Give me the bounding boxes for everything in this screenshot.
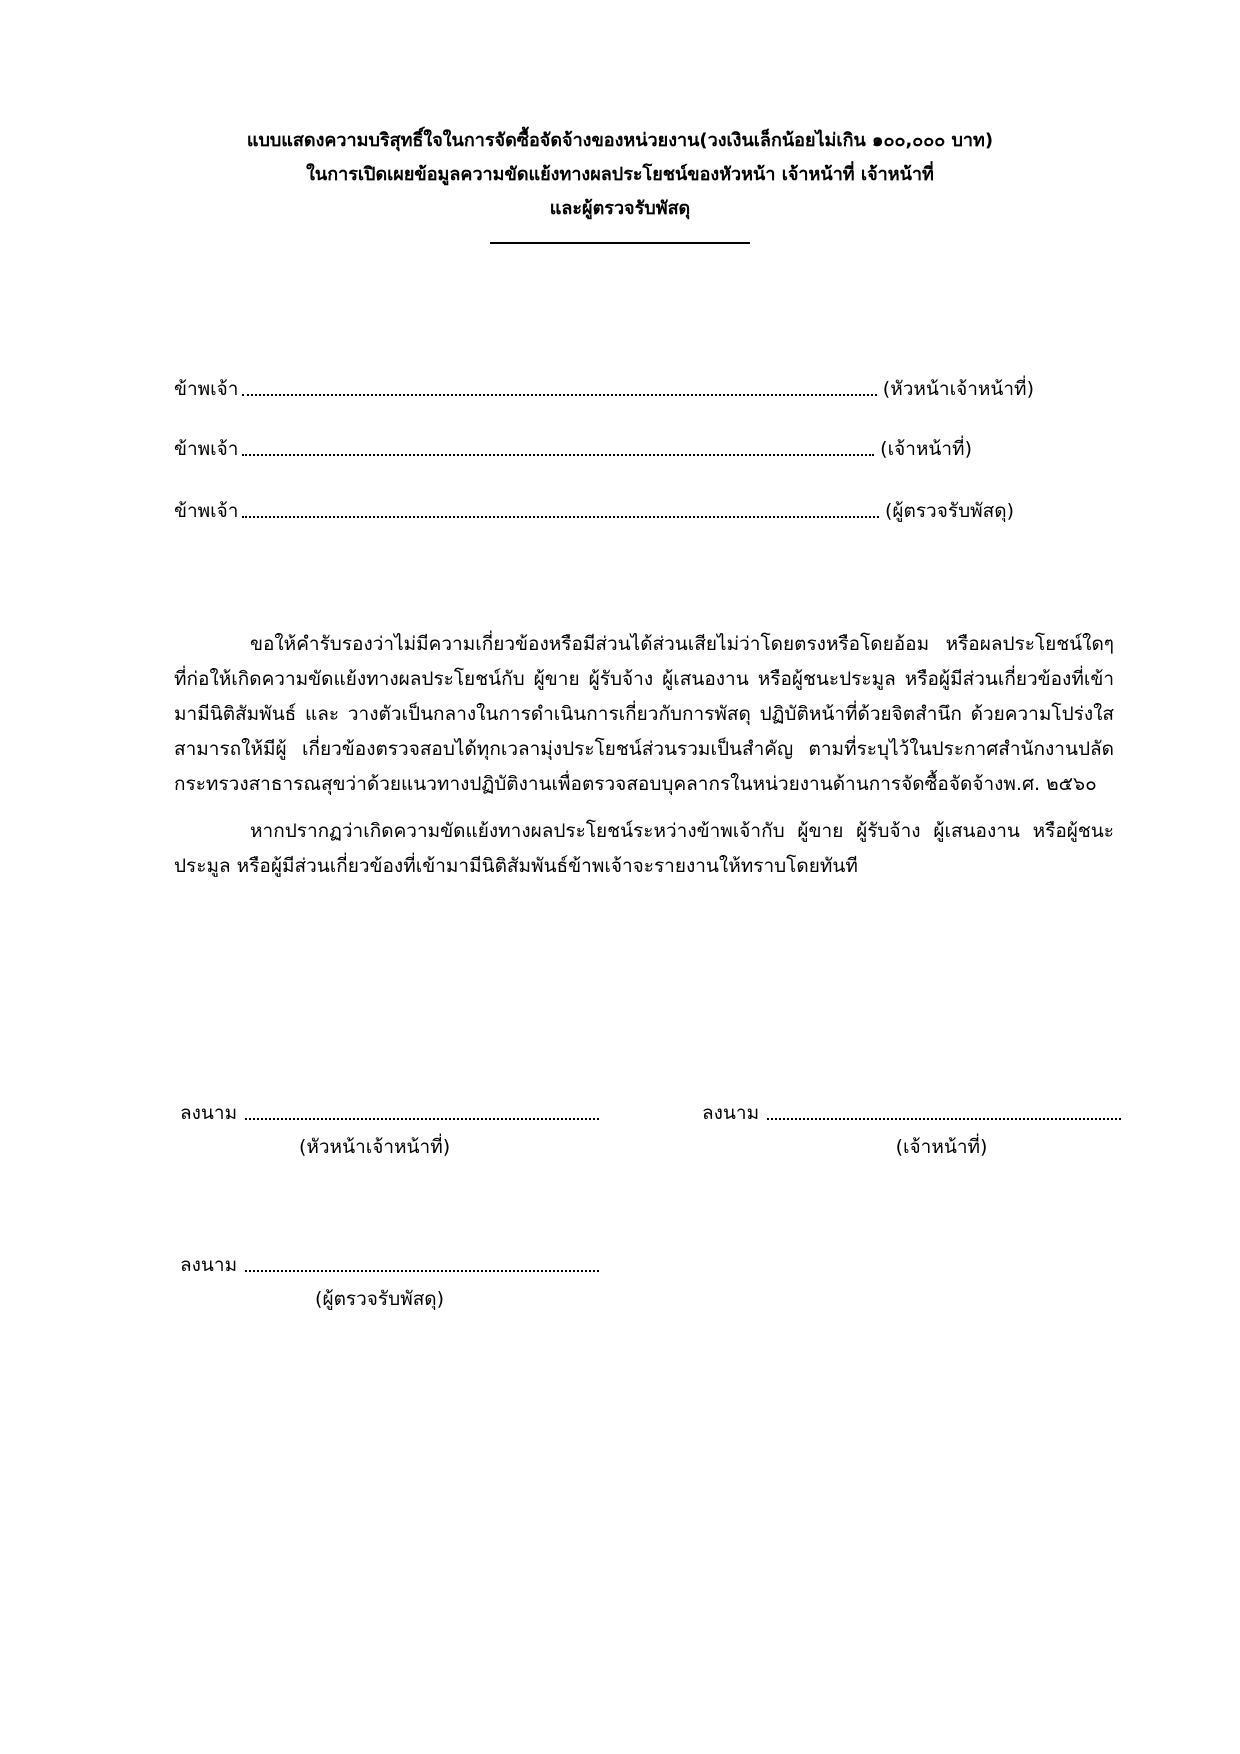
declaration-prefix: ข้าพเจ้า [174, 438, 239, 460]
title-divider [490, 242, 750, 244]
name-fill-line [242, 516, 878, 518]
signature-inspector [180, 1250, 599, 1314]
signature-line [245, 1118, 599, 1120]
body-paragraph-1: ขอให้คำรับรองว่าไม่มีความเกี่ยวข้องหรือมีส่วนได้ส่วนเสียไม่ว่าโดยตรงหรือโดยอ้อม หรือผลประโยชน์ใดๆ ที่ก่อให้เกิดความขัดแย้งทางผลประโยชน์กับ ผู้ขาย ผู้รับจ้าง ผู้เสนองาน หรือผู้ชนะประมูล หรือผู้มีส่วนเกี่ยวข้องที่เข้ามามีนิติสัมพันธ์ และ วางตัวเป็นกลางในการดำเนินการเกี่ยวกับการพัสดุ ปฏิบัติหน้าที่ด้วยจิตสำนึก ด้วยความโปร่งใส สามารถให้มีผู้ เกี่ยวข้องตรวจสอบได้ทุกเวลามุ่งประโยชน์ส่วนรวมเป็นสำคัญ ตามที่ระบุไว้ในประกาศสำนักงานปลัดกระทรวงสาธารณสุขว่าด้วยแนวทางปฏิบัติงานเพื่อตรวจสอบบุคลากรในหน่วยงานด้านการจัดซื้อจัดจ้างพ.ศ. ๒๕๖๐ [174, 633, 1114, 795]
signature-label: ลงนาม [702, 1102, 760, 1124]
declaration-head-officer [174, 374, 1034, 404]
signature-line [245, 1270, 599, 1272]
body-paragraph-2: หากปรากฏว่าเกิดความขัดแย้งทางผลประโยชน์ระหว่างข้าพเจ้ากับ ผู้ขาย ผู้รับจ้าง ผู้เสนองาน หรือผู้ชนะประมูล หรือผู้มีส่วนเกี่ยวข้องที่เข้ามามีนิติสัมพันธ์ข้าพเจ้าจะรายงานให้ทราบโดยทันที [174, 820, 1114, 877]
declaration-role: (หัวหน้าเจ้าหน้าที่) [882, 378, 1034, 400]
signature-head-officer [180, 1098, 599, 1162]
signature-role: (ผู้ตรวจรับพัสดุ) [315, 1288, 445, 1310]
name-fill-line [242, 394, 876, 396]
declaration-role: (ผู้ตรวจรับพัสดุ) [884, 500, 1014, 522]
declaration-prefix: ข้าพเจ้า [174, 378, 239, 400]
signature-line [767, 1118, 1121, 1120]
signature-label: ลงนาม [180, 1254, 238, 1276]
declaration-body [174, 627, 1114, 884]
title-line-3: และผู้ตรวจรับพัสดุ [549, 198, 691, 219]
declaration-inspector [174, 496, 1034, 526]
title-line-2: ในการเปิดเผยข้อมูลความขัดแย้งทางผลประโยชน์ของหัวหน้า เจ้าหน้าที่ เจ้าหน้าที่ [306, 164, 934, 185]
name-fill-line [242, 454, 874, 456]
signature-officer [702, 1098, 1121, 1162]
document-title [140, 124, 1100, 244]
declaration-role: (เจ้าหน้าที่) [880, 438, 972, 460]
declaration-prefix: ข้าพเจ้า [174, 500, 239, 522]
title-line-1: แบบแสดงความบริสุทธิ์ใจในการจัดซื้อจัดจ้างของหน่วยงาน(วงเงินเล็กน้อยไม่เกิน ๑๐๐,๐๐๐ บาท) [246, 130, 994, 151]
signature-label: ลงนาม [180, 1102, 238, 1124]
declaration-officer [174, 434, 1034, 464]
signature-role: (เจ้าหน้าที่) [895, 1136, 988, 1158]
signature-role: (หัวหน้าเจ้าหน้าที่) [298, 1136, 451, 1158]
